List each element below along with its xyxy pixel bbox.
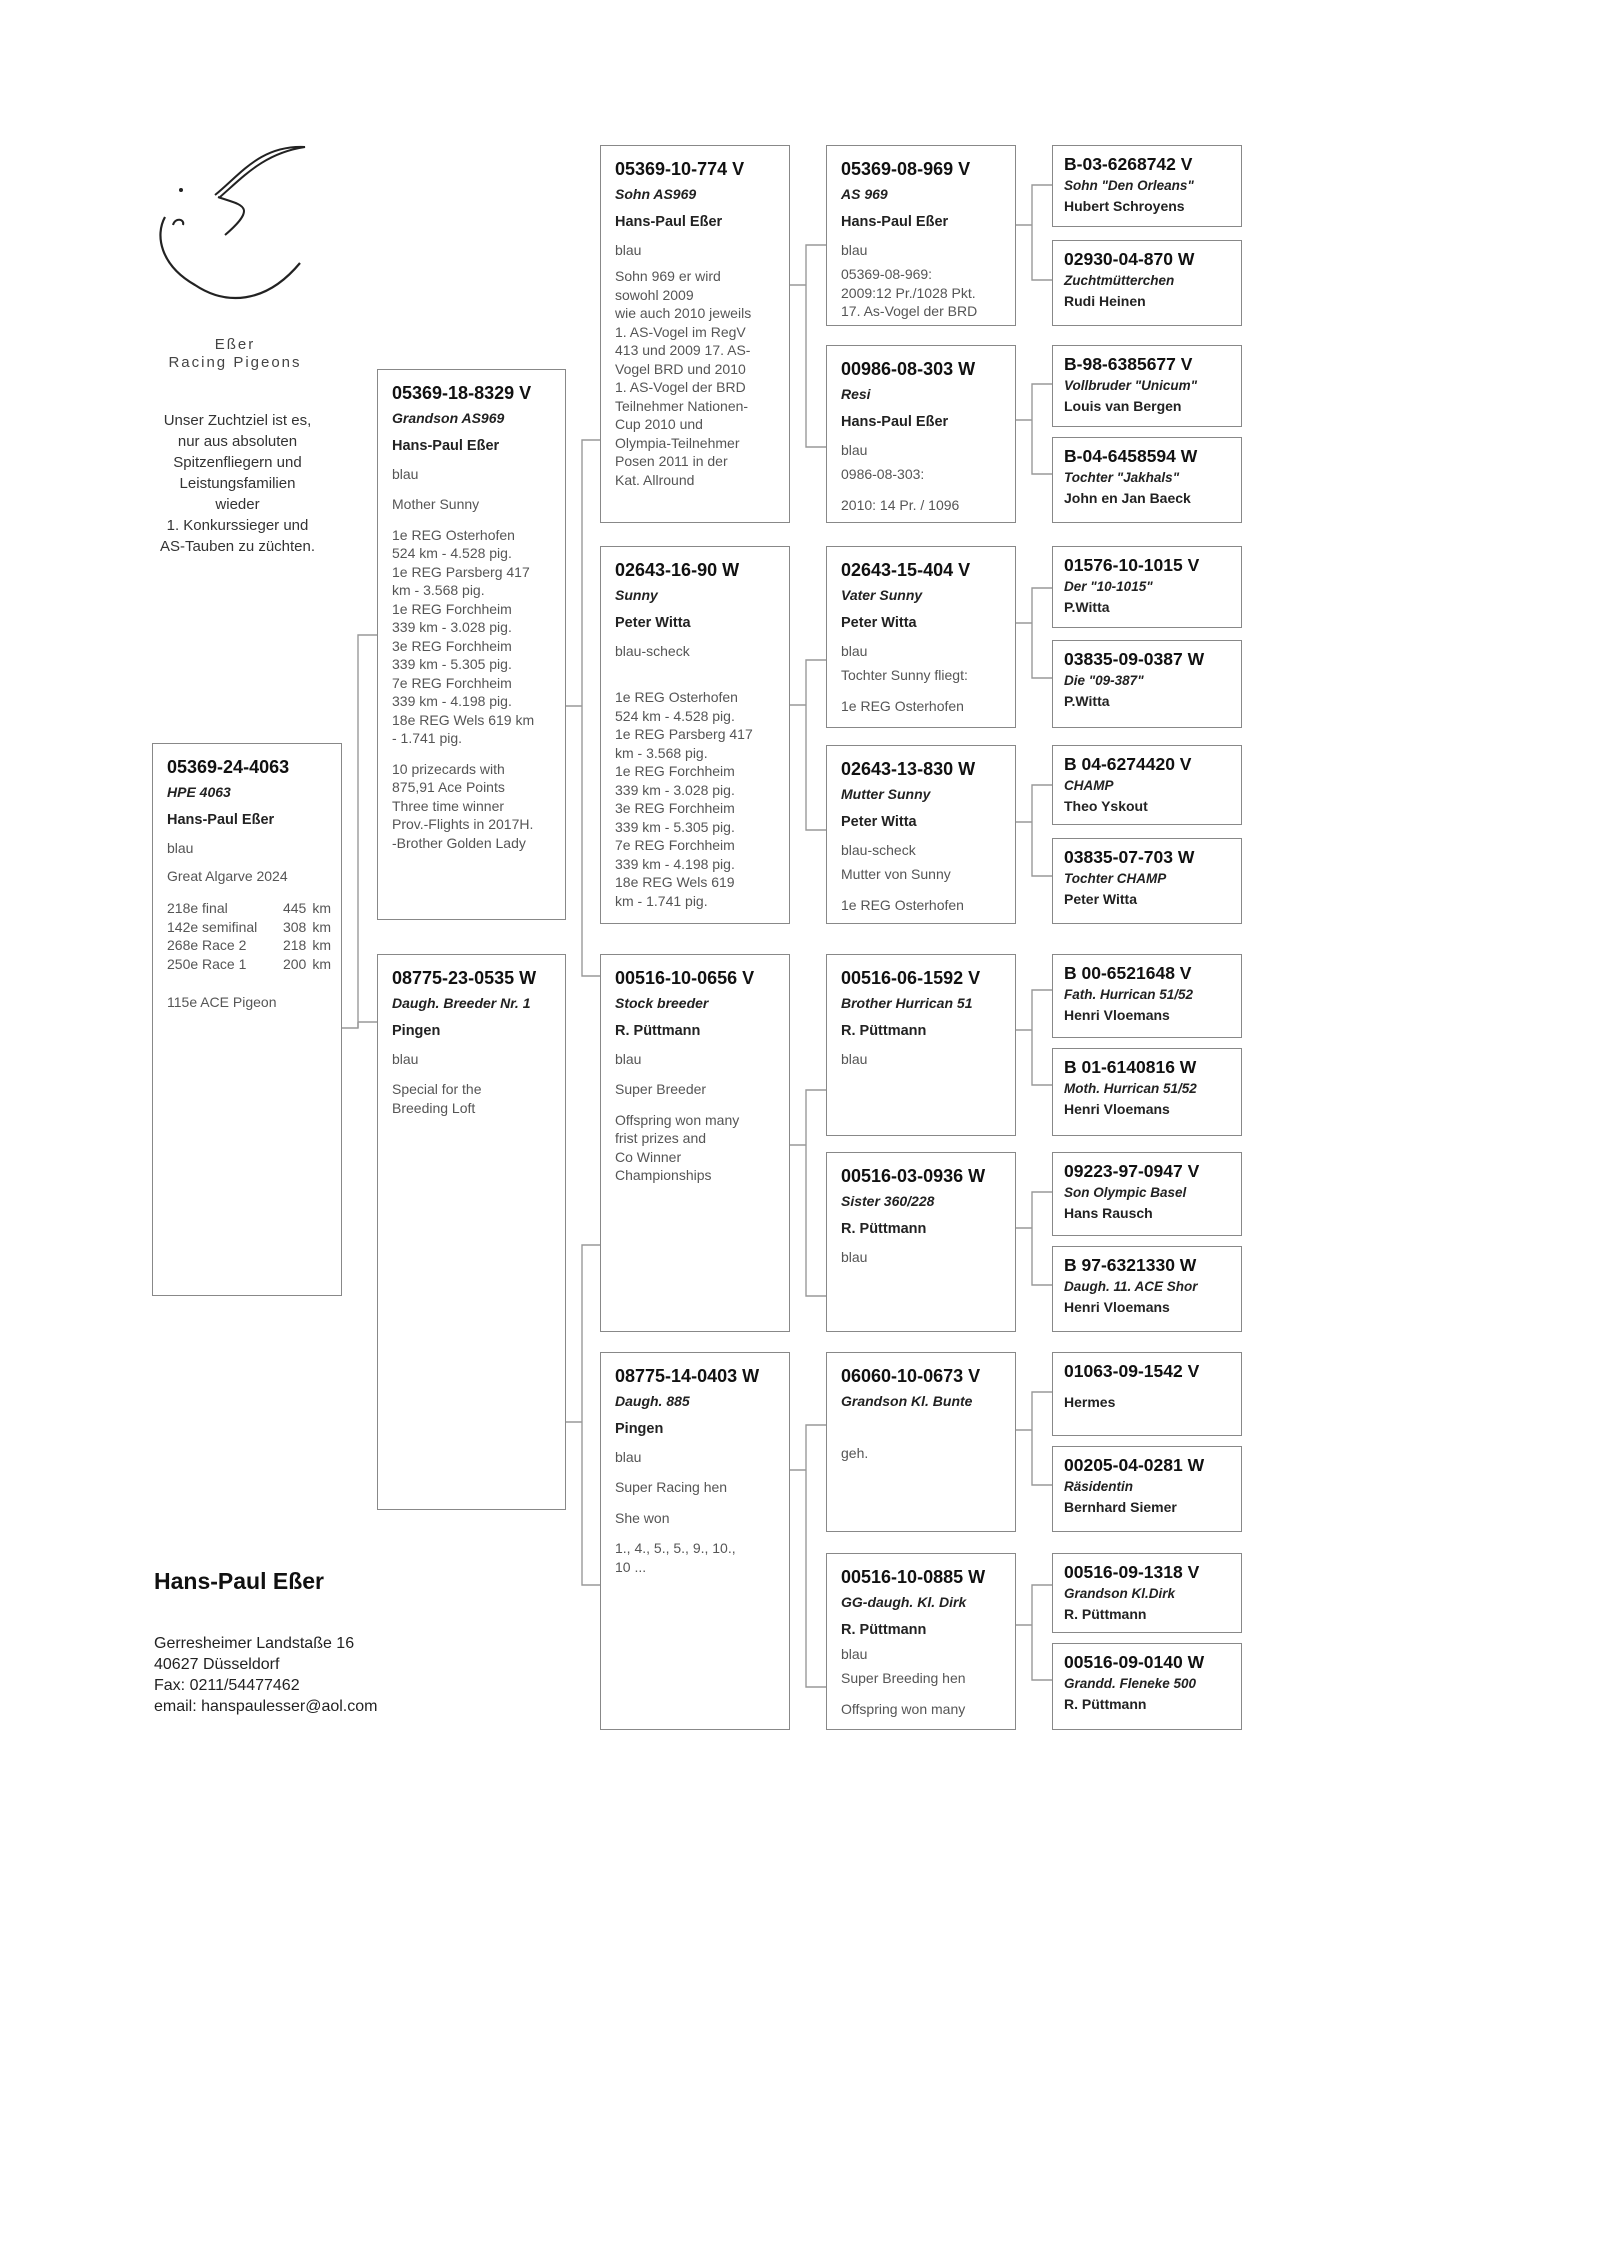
note-line: 1e REG Parsberg 417 xyxy=(392,563,530,580)
fff-color: blau xyxy=(841,242,868,258)
mmf-name: Grandson Kl. Bunte xyxy=(841,1393,973,1409)
g4-card xyxy=(1052,1446,1242,1532)
note-line: 1. AS-Vogel im RegV xyxy=(615,323,746,340)
g4-ring: 03835-09-0387 W xyxy=(1064,649,1205,669)
note-line: wie auch 2010 jeweils xyxy=(615,305,752,321)
note-line: Mutter von Sunny xyxy=(841,866,951,882)
g4-breeder: Rudi Heinen xyxy=(1064,293,1146,309)
address-city: 40627 Düsseldorf xyxy=(154,1656,280,1673)
fm-notes xyxy=(615,688,779,910)
g4-name: Moth. Hurrican 51/52 xyxy=(1064,1081,1197,1096)
g4-breeder: Hermes xyxy=(1064,1394,1116,1410)
motto-line: Unser Zuchtziel ist es, xyxy=(163,412,312,429)
g4-card xyxy=(1052,1048,1242,1136)
g4-name: Grandd. Fleneke 500 xyxy=(1064,1676,1197,1691)
note-line: Tochter Sunny fliegt: xyxy=(841,667,968,683)
motto-line: nur aus absoluten xyxy=(177,433,298,450)
fmm-card xyxy=(826,745,1016,924)
g4-ring: 02930-04-870 W xyxy=(1064,249,1195,269)
note-line: 7e REG Forchheim xyxy=(615,837,735,853)
g4-card xyxy=(1052,145,1242,227)
note-line: 339 km - 3.028 pig. xyxy=(615,781,735,798)
fff-breeder: Hans-Paul Eßer xyxy=(841,214,949,230)
g4-name: Daugh. 11. ACE Shor xyxy=(1064,1279,1198,1294)
mff-color: blau xyxy=(841,1051,868,1067)
mfm-breeder: R. Püttmann xyxy=(841,1221,927,1237)
fmm-name: Mutter Sunny xyxy=(841,786,931,802)
g4-breeder: Henri Vloemans xyxy=(1064,1299,1170,1315)
g4-name: Die "09-387" xyxy=(1064,673,1144,688)
note-gap xyxy=(841,1688,1005,1700)
note-line: km - 3.568 pig. xyxy=(615,744,708,761)
g4-breeder: Hubert Schroyens xyxy=(1064,198,1185,214)
mother-name: Daugh. Breeder Nr. 1 xyxy=(392,995,531,1011)
subject-extra: 115e ACE Pigeon xyxy=(167,994,277,1010)
fmf-notes xyxy=(841,666,1005,715)
fm-breeder: Peter Witta xyxy=(615,615,691,631)
g4-card xyxy=(1052,1152,1242,1236)
motto-line: wieder xyxy=(215,496,260,513)
note-line: 339 km - 4.198 pig. xyxy=(615,855,735,872)
ffm-notes xyxy=(841,465,1005,514)
note-line: 1e REG Osterhofen xyxy=(841,896,964,913)
ff-name: Sohn AS969 xyxy=(615,186,697,202)
note-line: Teilnehmer Nationen- xyxy=(615,397,749,414)
brand-name xyxy=(135,336,335,372)
mf-card xyxy=(600,954,790,1332)
mfm-ring: 00516-03-0936 W xyxy=(841,1166,986,1186)
note-line: She won xyxy=(615,1509,670,1526)
mother-notes xyxy=(392,1080,555,1117)
g4-card xyxy=(1052,838,1242,924)
g4-breeder: P.Witta xyxy=(1064,599,1110,615)
note-line: frist prizes and xyxy=(615,1130,707,1146)
mmm-color: blau xyxy=(841,1646,868,1662)
note-line: Offspring won many xyxy=(841,1700,966,1717)
note-gap xyxy=(841,685,1005,697)
mfm-color: blau xyxy=(841,1249,868,1265)
g4-name: Tochter CHAMP xyxy=(1064,871,1167,886)
brand-line-2: Racing Pigeons xyxy=(168,354,302,371)
note-line: Posen 2011 in der xyxy=(615,453,728,469)
mm-breeder: Pingen xyxy=(615,1421,664,1437)
note-gap xyxy=(615,1497,779,1509)
note-line: 339 km - 5.305 pig. xyxy=(392,656,512,672)
mf-name: Stock breeder xyxy=(615,995,709,1011)
g4-card xyxy=(1052,1246,1242,1332)
g4-breeder: Henri Vloemans xyxy=(1064,1007,1170,1023)
note-line: Offspring won many xyxy=(615,1111,740,1128)
g4-name: CHAMP xyxy=(1064,778,1114,793)
note-line: Vogel BRD und 2010 xyxy=(615,360,746,377)
note-line: 1., 4., 5., 5., 9., 10., xyxy=(615,1540,736,1556)
fmf-color: blau xyxy=(841,643,868,659)
g4-ring: 01576-10-1015 V xyxy=(1064,555,1200,575)
motto-line: Leistungsfamilien xyxy=(179,475,296,492)
address-street: Gerresheimer Landstaße 16 xyxy=(154,1635,355,1652)
result-row: 250e Race 1 200 km xyxy=(167,955,331,972)
result-row: 218e final 445 km xyxy=(167,900,331,916)
note-line: Special for the xyxy=(392,1081,482,1097)
note-line: sowohl 2009 xyxy=(615,286,694,303)
note-line: Cup 2010 und xyxy=(615,416,703,432)
note-line: 1e REG Forchheim xyxy=(392,600,512,617)
breeding-motto xyxy=(140,410,335,557)
note-line: Super Racing hen xyxy=(615,1479,728,1495)
ffm-breeder: Hans-Paul Eßer xyxy=(841,414,949,430)
mff-breeder: R. Püttmann xyxy=(841,1023,927,1039)
note-line: 2009:12 Pr./1028 Pkt. xyxy=(841,284,976,301)
note-line: -Brother Golden Lady xyxy=(392,834,526,851)
father-ring: 05369-18-8329 V xyxy=(392,383,532,403)
subject-results xyxy=(167,899,331,973)
g4-card xyxy=(1052,745,1242,825)
mother-breeder: Pingen xyxy=(392,1023,441,1039)
g4-name: Tochter "Jakhals" xyxy=(1064,470,1180,485)
g4-ring: 01063-09-1542 V xyxy=(1064,1361,1200,1381)
note-line: 0986-08-303: xyxy=(841,466,925,482)
fmf-card xyxy=(826,546,1016,728)
father-color: blau xyxy=(392,466,419,482)
note-line: Sohn 969 er wird xyxy=(615,268,721,284)
g4-ring: B 97-6321330 W xyxy=(1064,1255,1197,1275)
g4-ring: B-03-6268742 V xyxy=(1064,154,1193,174)
ffm-ring: 00986-08-303 W xyxy=(841,359,976,379)
g4-name: Der "10-1015" xyxy=(1064,579,1153,594)
g4-ring: 00516-09-0140 W xyxy=(1064,1652,1205,1672)
fff-notes xyxy=(841,265,1005,321)
fmf-name: Vater Sunny xyxy=(841,587,923,603)
g4-ring: B 00-6521648 V xyxy=(1064,963,1192,983)
mff-name: Brother Hurrican 51 xyxy=(841,995,973,1011)
note-line: Super Breeder xyxy=(615,1081,707,1097)
mother-color: blau xyxy=(392,1051,419,1067)
fmm-breeder: Peter Witta xyxy=(841,814,917,830)
g4-breeder: John en Jan Baeck xyxy=(1064,490,1191,506)
ff-ring: 05369-10-774 V xyxy=(615,159,745,179)
g4-card xyxy=(1052,1553,1242,1633)
g4-name: Fath. Hurrican 51/52 xyxy=(1064,987,1194,1002)
note-line: 17. As-Vogel der BRD xyxy=(841,303,978,319)
owner-name: Hans-Paul Eßer xyxy=(154,1568,324,1594)
mm-card xyxy=(600,1352,790,1730)
subject-note: Great Algarve 2024 xyxy=(167,868,288,884)
fff-ring: 05369-08-969 V xyxy=(841,159,971,179)
note-gap xyxy=(841,484,1005,496)
note-line: 1e REG Osterhofen xyxy=(392,526,515,543)
note-line: 339 km - 5.305 pig. xyxy=(615,818,735,835)
note-line: Championships xyxy=(615,1167,712,1183)
ffm-name: Resi xyxy=(841,386,871,402)
g4-name: Vollbruder "Unicum" xyxy=(1064,378,1198,393)
mmm-notes xyxy=(841,1669,1005,1718)
note-line: 875,91 Ace Points xyxy=(392,779,505,795)
note-line: 3e REG Forchheim xyxy=(392,637,512,654)
motto-line: AS-Tauben zu züchten. xyxy=(159,538,316,555)
mmf-ring: 06060-10-0673 V xyxy=(841,1366,981,1386)
note-line: - 1.741 pig. xyxy=(392,730,463,746)
note-line: 339 km - 3.028 pig. xyxy=(392,619,512,635)
result-row: 268e Race 2 218 km xyxy=(167,937,331,953)
mfm-name: Sister 360/228 xyxy=(841,1193,935,1209)
note-line: Olympia-Teilnehmer xyxy=(615,434,740,451)
ff-card xyxy=(600,145,790,523)
g4-breeder: R. Püttmann xyxy=(1064,1696,1147,1712)
fm-name: Sunny xyxy=(615,587,658,603)
note-line: 1e REG Forchheim xyxy=(615,763,735,779)
fff-name: AS 969 xyxy=(841,186,888,202)
fmf-breeder: Peter Witta xyxy=(841,615,917,631)
g4-breeder: Henri Vloemans xyxy=(1064,1101,1170,1117)
father-name: Grandson AS969 xyxy=(392,410,505,426)
mmm-ring: 00516-10-0885 W xyxy=(841,1567,986,1587)
subject-name: HPE 4063 xyxy=(167,784,231,800)
fmf-ring: 02643-15-404 V xyxy=(841,560,971,580)
g4-name: Räsidentin xyxy=(1064,1479,1134,1494)
g4-card xyxy=(1052,1643,1242,1730)
subject-color: blau xyxy=(167,840,194,856)
subject-card xyxy=(152,743,342,1296)
g4-ring: B-04-6458594 W xyxy=(1064,446,1198,466)
g4-card xyxy=(1052,240,1242,326)
result-row: 142e semifinal 308 km xyxy=(167,918,331,935)
g4-ring: B-98-6385677 V xyxy=(1064,354,1193,374)
ffm-card xyxy=(826,345,1016,523)
mm-name: Daugh. 885 xyxy=(615,1393,690,1409)
subject-ring: 05369-24-4063 xyxy=(167,757,290,777)
address-fax: Fax: 0211/54477462 xyxy=(154,1677,300,1694)
g4-name: Sohn "Den Orleans" xyxy=(1064,178,1194,193)
mmf-card xyxy=(826,1352,1016,1532)
note-gap xyxy=(392,514,555,526)
brand-line-1: Eßer xyxy=(214,336,256,353)
g4-breeder: P.Witta xyxy=(1064,693,1110,709)
note-line: Mother Sunny xyxy=(392,496,480,512)
father-breeder: Hans-Paul Eßer xyxy=(392,438,500,454)
g4-card xyxy=(1052,954,1242,1038)
g4-breeder: R. Püttmann xyxy=(1064,1606,1147,1622)
g4-card xyxy=(1052,546,1242,628)
mmm-name: GG-daugh. Kl. Dirk xyxy=(841,1594,967,1610)
note-line: 413 und 2009 17. AS- xyxy=(615,342,751,358)
mfm-card xyxy=(826,1152,1016,1332)
mf-ring: 00516-10-0656 V xyxy=(615,968,755,988)
note-line: 18e REG Wels 619 km xyxy=(392,711,535,728)
g4-card xyxy=(1052,437,1242,523)
note-line: 1e REG Parsberg 417 xyxy=(615,726,753,742)
subject-breeder: Hans-Paul Eßer xyxy=(167,812,275,828)
fm-card xyxy=(600,546,790,924)
father-card xyxy=(377,369,566,920)
note-line: 05369-08-969: xyxy=(841,266,933,282)
ff-color: blau xyxy=(615,242,642,258)
fff-card xyxy=(826,145,1016,326)
note-line: 18e REG Wels 619 xyxy=(615,874,735,890)
g4-ring: B 01-6140816 W xyxy=(1064,1057,1197,1077)
note-line: km - 3.568 pig. xyxy=(392,582,485,598)
mff-card xyxy=(826,954,1016,1136)
g4-breeder: Louis van Bergen xyxy=(1064,398,1182,414)
mf-notes xyxy=(615,1080,779,1185)
owner-address xyxy=(154,1633,377,1717)
fmm-color: blau-scheck xyxy=(841,842,916,858)
ff-notes xyxy=(615,267,779,489)
mmm-breeder: R. Püttmann xyxy=(841,1622,927,1638)
dove-logo xyxy=(145,135,315,325)
mm-ring: 08775-14-0403 W xyxy=(615,1366,760,1386)
g4-card xyxy=(1052,345,1242,427)
mff-ring: 00516-06-1592 V xyxy=(841,968,981,988)
mother-card xyxy=(377,954,566,1510)
fm-color: blau-scheck xyxy=(615,643,690,659)
mm-notes xyxy=(615,1478,779,1576)
g4-breeder: Theo Yskout xyxy=(1064,798,1148,814)
g4-ring: 00205-04-0281 W xyxy=(1064,1455,1205,1475)
note-line: 1e REG Osterhofen xyxy=(841,697,964,714)
note-line: 1. AS-Vogel der BRD xyxy=(615,379,746,395)
mm-color: blau xyxy=(615,1449,642,1465)
ffm-color: blau xyxy=(841,442,868,458)
note-line: 524 km - 4.528 pig. xyxy=(392,545,512,561)
g4-ring: 03835-07-703 W xyxy=(1064,847,1195,867)
father-notes xyxy=(392,495,555,852)
note-line: 1e REG Osterhofen xyxy=(615,689,738,705)
g4-breeder: Hans Rausch xyxy=(1064,1205,1153,1221)
note-gap xyxy=(841,884,1005,896)
note-gap xyxy=(615,1527,779,1539)
ff-breeder: Hans-Paul Eßer xyxy=(615,214,723,230)
note-line: Co Winner xyxy=(615,1148,682,1165)
mf-color: blau xyxy=(615,1051,642,1067)
g4-name: Son Olympic Basel xyxy=(1064,1185,1187,1200)
g4-breeder: Bernhard Siemer xyxy=(1064,1499,1177,1515)
mmm-card xyxy=(826,1553,1016,1730)
g4-breeder: Peter Witta xyxy=(1064,891,1138,907)
note-line: 339 km - 4.198 pig. xyxy=(392,693,512,709)
note-line: Prov.-Flights in 2017H. xyxy=(392,816,534,832)
motto-line: Spitzenfliegern und xyxy=(173,454,302,471)
note-line: 10 prizecards with xyxy=(392,760,505,777)
note-line: 3e REG Forchheim xyxy=(615,800,735,816)
g4-ring: 00516-09-1318 V xyxy=(1064,1562,1200,1582)
note-line: 7e REG Forchheim xyxy=(392,674,512,691)
motto-line: 1. Konkurssieger und xyxy=(166,517,309,534)
fmm-notes xyxy=(841,865,1005,914)
fmm-ring: 02643-13-830 W xyxy=(841,759,976,779)
g4-ring: 09223-97-0947 V xyxy=(1064,1161,1200,1181)
note-gap xyxy=(615,1099,779,1111)
g4-ring: B 04-6274420 V xyxy=(1064,754,1192,774)
note-line: Super Breeding hen xyxy=(841,1670,966,1686)
mf-breeder: R. Püttmann xyxy=(615,1023,701,1039)
note-line: km - 1.741 pig. xyxy=(615,892,708,909)
g4-card xyxy=(1052,640,1242,728)
address-email[interactable]: email: hanspaulesser@aol.com xyxy=(154,1698,378,1715)
note-line: Kat. Allround xyxy=(615,471,695,488)
g4-card xyxy=(1052,1352,1242,1436)
fm-ring: 02643-16-90 W xyxy=(615,560,740,580)
mother-ring: 08775-23-0535 W xyxy=(392,968,537,988)
g4-name: Zuchtmütterchen xyxy=(1064,273,1175,288)
g4-name: Grandson Kl.Dirk xyxy=(1064,1586,1176,1601)
note-line: 524 km - 4.528 pig. xyxy=(615,707,735,724)
note-line: 2010: 14 Pr. / 1096 xyxy=(841,496,960,513)
note-line: Breeding Loft xyxy=(392,1099,476,1116)
note-gap xyxy=(392,748,555,760)
note-line: 10 ... xyxy=(615,1558,647,1575)
mmf-color: geh. xyxy=(841,1445,869,1461)
note-line: Three time winner xyxy=(392,797,505,814)
